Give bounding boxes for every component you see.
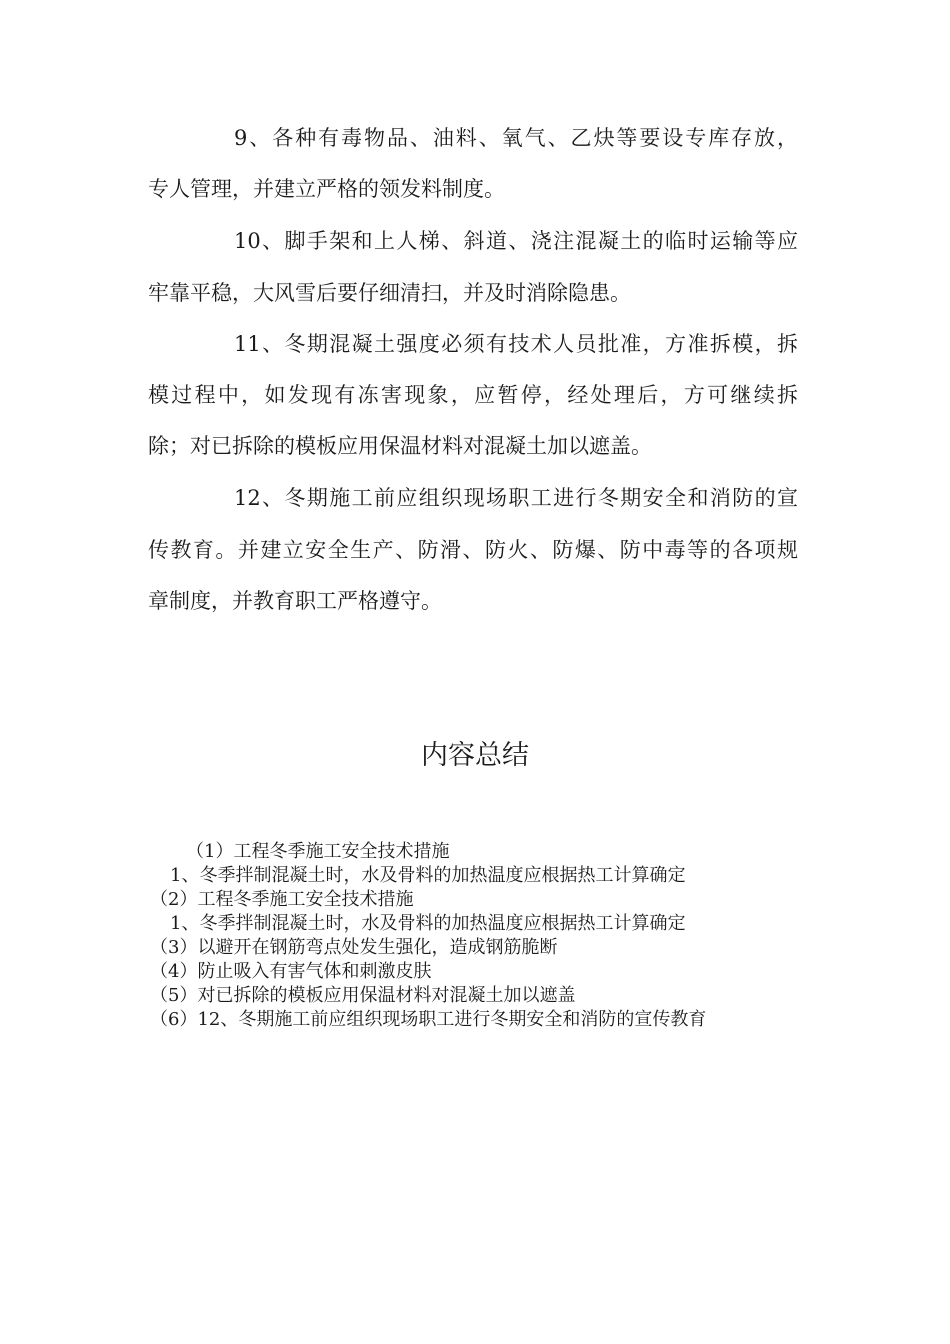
- summary-item: 1、冬季拌制混凝土时，水及骨料的加热温度应根据热工计算确定: [170, 865, 686, 886]
- summary-item: （5）对已拆除的模板应用保温材料对混凝土加以遮盖: [150, 985, 576, 1006]
- paragraph-line: 模过程中，如发现有冻害现象，应暂停，经处理后，方可继续拆: [148, 383, 798, 407]
- paragraph-line: 11、冬期混凝土强度必须有技术人员批准，方准拆模，拆: [234, 332, 798, 356]
- paragraph-line: 9、各种有毒物品、油料、氧气、乙炔等要设专库存放，: [234, 126, 798, 150]
- summary-item: （4）防止吸入有害气体和刺激皮肤: [150, 961, 432, 982]
- summary-title: 内容总结: [421, 740, 529, 771]
- summary-item: （6）12、冬期施工前应组织现场职工进行冬期安全和消防的宣传教育: [150, 1009, 707, 1030]
- summary-item: （3）以避开在钢筋弯点处发生强化，造成钢筋脆断: [150, 937, 558, 958]
- paragraph-line: 牢靠平稳，大风雪后要仔细清扫，并及时消除隐患。: [148, 281, 631, 305]
- paragraph-line: 章制度，并教育职工严格遵守。: [148, 589, 442, 613]
- paragraph-line: 除；对已拆除的模板应用保温材料对混凝土加以遮盖。: [148, 434, 652, 458]
- summary-item: （2）工程冬季施工安全技术措施: [150, 889, 414, 910]
- paragraph-line: 12、冬期施工前应组织现场职工进行冬期安全和消防的宣: [234, 486, 798, 510]
- paragraph-line: 传教育。并建立安全生产、防滑、防火、防爆、防中毒等的各项规: [148, 538, 798, 562]
- paragraph-line: 专人管理，并建立严格的领发料制度。: [148, 177, 505, 201]
- paragraph-line: 10、脚手架和上人梯、斜道、浇注混凝土的临时运输等应: [234, 229, 798, 253]
- summary-item: 1、冬季拌制混凝土时，水及骨料的加热温度应根据热工计算确定: [170, 913, 686, 934]
- summary-item: （1）工程冬季施工安全技术措施: [186, 841, 450, 862]
